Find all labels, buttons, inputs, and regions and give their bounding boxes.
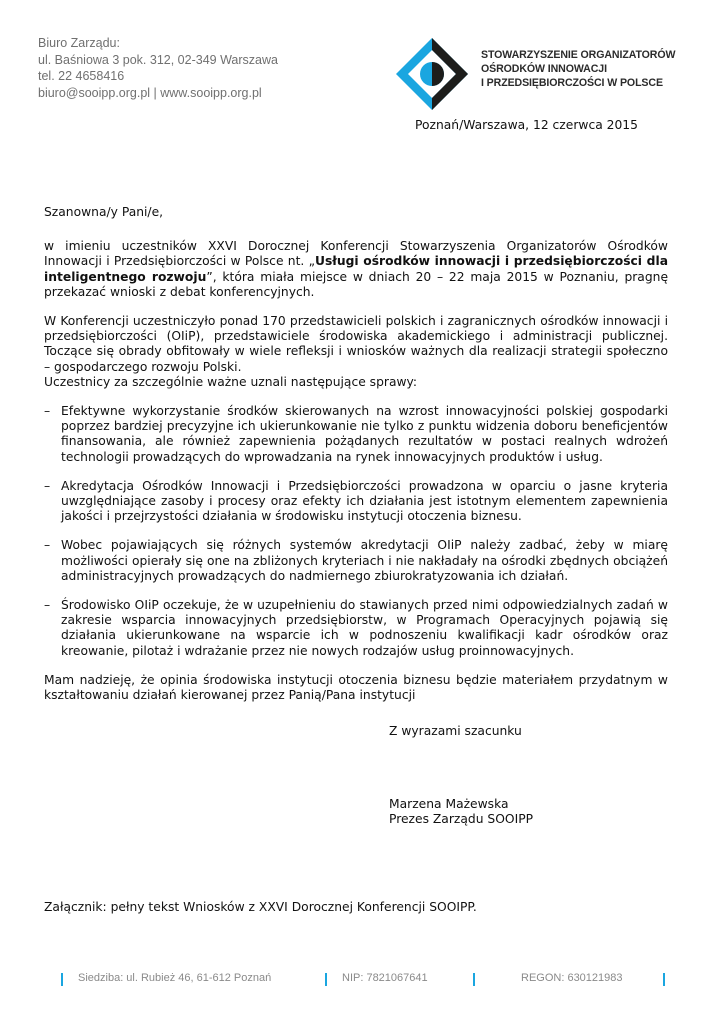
conclusion-text: Wobec pojawiających się różnych systemów akredytacji OIiP należy zadbać, żeby w miarę możliwości opierały się one na zbliżonych kryteriach i nie nakładały na ośrodki zbędnych obciążeń administracyjnych prowadzących do nadmiernego zbiurokratyzowania ich działań. xyxy=(61,538,668,583)
footer-nip: NIP: 7821067641 xyxy=(342,972,428,984)
conclusion-item xyxy=(44,479,668,525)
intro-paragraph xyxy=(44,239,668,300)
intro-text-after: ”, która miała miejsce w dniach 20 – 22 maja 2015 w Poznaniu, pragnę przekazać wnioski z debat konferencyjnych. xyxy=(44,269,669,299)
conclusion-item xyxy=(44,404,668,465)
signatory-name: Marzena Mażewska xyxy=(389,797,509,811)
footer-divider xyxy=(663,973,665,986)
conclusion-item xyxy=(44,538,668,584)
conclusion-item xyxy=(44,598,668,659)
sender-contact-block xyxy=(38,35,278,101)
closing-paragraph: Mam nadzieję, że opinia środowiska instytucji otoczenia biznesu będzie materiałem przydatnym w kształtowaniu działań kierowanej przez Panią/Pana instytucji xyxy=(44,672,668,703)
letter-date: Poznań/Warszawa, 12 czerwca 2015 xyxy=(415,118,638,132)
bullet-dash: – xyxy=(44,598,51,613)
footer-regon: REGON: 630121983 xyxy=(521,972,623,984)
contact-office-label: Biuro Zarządu: xyxy=(38,36,120,50)
footer-seat: Siedziba: ul. Rubież 46, 61-612 Poznań xyxy=(78,972,272,984)
bullet-dash: – xyxy=(44,538,51,553)
bullet-dash: – xyxy=(44,478,51,493)
conclusion-text: Efektywne wykorzystanie środków skierowanych na wzrost innowacyjności polskiej gospodarki poprzez bardziej precyzyjne ich ukierunkowanie nie tylko z punktu widzenia doboru beneficjentów finansowania, ale również zapewnienia pożądanych rezultatów w postaci realnych wdrożeń technologii prowadzących do wprowadzania na rynek innowacyjnych produktów i usług. xyxy=(61,404,668,464)
intro-text-before: w imieniu uczestników XXVI Dorocznej Konferencji Stowarzyszenia Organizatorów Ośrodków Innowacji i Przedsiębiorczości w Polsce nt. „ xyxy=(44,239,668,269)
conclusion-text: Środowisko OIiP oczekuje, że w uzupełnieniu do stawianych przed nimi odpowiedzialnych zadań w zakresie wsparcia innowacyjnych przedsiębiorstw, w Programach Operacyjnych pojawią się działania ukierunkowane na wsparcie ich w podnoszeniu kwalifikacji kadr ośrodków oraz kreowanie, pilotaż i wdrażanie przez nie nowych rodzajów usług proinnowacyjnych. xyxy=(61,598,668,658)
footer-divider xyxy=(325,973,327,986)
signatory-title: Prezes Zarządu SOOIPP xyxy=(389,812,534,827)
participants-paragraph: W Konferencji uczestniczyło ponad 170 przedstawicieli polskich i zagranicznych ośrodków innowacji i przedsiębiorczości (OIiP), przedstawiciele środowiska akademickiego i administracji publicznej. Toczące się obrady obfitowały w wiele refleksji i wniosków ważnych dla realizacji strategii społeczno – gospodarczego rozwoju Polski. xyxy=(44,314,668,374)
contact-email-web: biuro@sooipp.org.pl | www.sooipp.org.pl xyxy=(38,85,262,100)
letter-body xyxy=(44,205,668,703)
sooipp-logo-icon xyxy=(394,36,470,112)
contact-address: ul. Baśniowa 3 pok. 312, 02-349 Warszawa xyxy=(38,52,278,67)
org-name-line-2: OŚRODKÓW INNOWACJI xyxy=(481,63,607,76)
conclusions-lead: Uczestnicy za szczególnie ważne uznali następujące sprawy: xyxy=(44,374,418,389)
conference-title: Usługi ośrodków innowacji i przedsiębiorczości dla inteligentnego rozwoju xyxy=(44,254,668,284)
footer xyxy=(0,971,725,991)
attachment-note: Załącznik: pełny tekst Wniosków z XXVI Dorocznej Konferencji SOOIPP. xyxy=(44,900,477,914)
organization-name xyxy=(481,48,675,91)
contact-phone: tel. 22 4658416 xyxy=(38,69,125,84)
org-name-line-1: STOWARZYSZENIE ORGANIZATORÓW xyxy=(481,49,676,61)
footer-divider xyxy=(61,973,63,986)
bullet-dash: – xyxy=(44,404,51,419)
greeting: Szanowna/y Pani/e, xyxy=(44,205,164,219)
footer-divider xyxy=(473,973,475,986)
closing-phrase: Z wyrazami szacunku xyxy=(389,724,522,738)
org-name-line-3: I PRZEDSIĘBIORCZOŚCI W POLSCE xyxy=(481,77,663,90)
conclusion-text: Akredytacja Ośrodków Innowacji i Przedsiębiorczości prowadzona w oparciu o jasne kryteria uwzględniające zasoby i procesy oraz efekty ich działania jest istotnym elementem zapewnienia jakości i przejrzystości działania w środowisku instytucji otoczenia biznesu. xyxy=(61,478,668,524)
signature-block xyxy=(389,797,533,827)
